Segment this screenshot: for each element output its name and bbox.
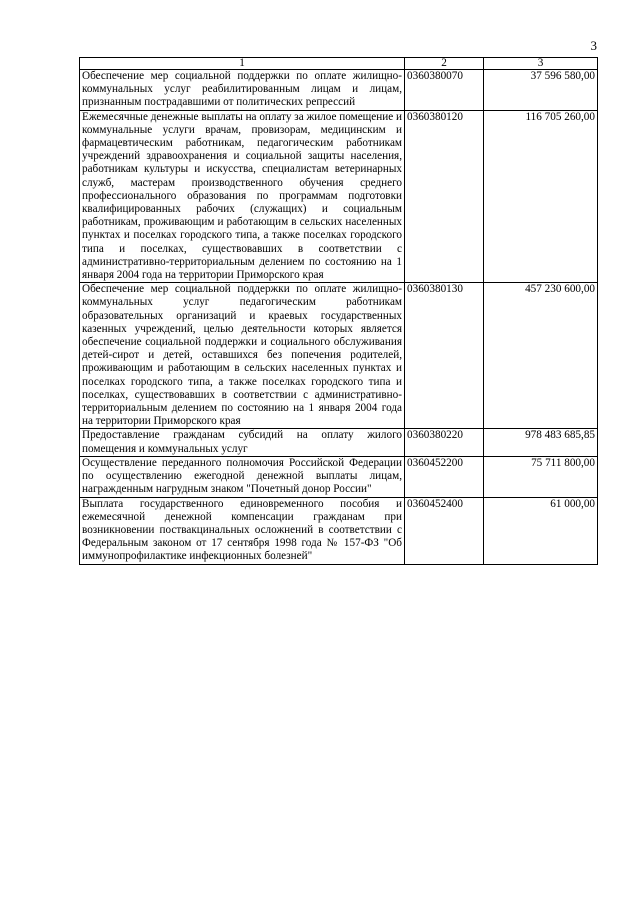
row-amount: 37 596 580,00 — [484, 70, 598, 111]
row-amount: 116 705 260,00 — [484, 110, 598, 283]
table-row — [80, 497, 598, 564]
row-code: 0360452200 — [405, 456, 484, 497]
table-header-row — [80, 58, 598, 70]
table-row — [80, 456, 598, 497]
table-row — [80, 283, 598, 429]
row-code: 0360452400 — [405, 497, 484, 564]
table-row — [80, 429, 598, 456]
row-amount: 75 711 800,00 — [484, 456, 598, 497]
row-name: Обеспечение мер социальной поддержки по оплате жилищно-коммунальных услуг педагогическим работникам образовательных организаций и краевых государственных казенных учреждений, целью деятельности которых является обеспечение социальной поддержки и социального обслуживания детей-сирот и детей, оставшихся без попечения родителей, проживающим и работающим в сельских населенных пунктах и поселках городского типа, а также поселках городского типа и поселках, существовавших в соответствии с административно-территориальным делением по состоянию на 1 января 2004 года на территории Приморского края — [80, 283, 405, 429]
row-code: 0360380070 — [405, 70, 484, 111]
row-code: 0360380120 — [405, 110, 484, 283]
row-amount: 978 483 685,85 — [484, 429, 598, 456]
row-amount: 457 230 600,00 — [484, 283, 598, 429]
table-row — [80, 70, 598, 111]
budget-table — [79, 57, 598, 565]
row-code: 0360380220 — [405, 429, 484, 456]
row-name: Обеспечение мер социальной поддержки по оплате жилищно-коммунальных услуг реабилитированным лицам и лицам, признанным пострадавшими от политических репрессий — [80, 70, 405, 111]
column-header-2: 2 — [405, 58, 484, 70]
table-row — [80, 110, 598, 283]
row-code: 0360380130 — [405, 283, 484, 429]
column-header-1: 1 — [80, 58, 405, 70]
row-name: Осуществление переданного полномочия Российской Федерации по осуществлению ежегодной денежной выплаты лицам, награжденным нагрудным знаком "Почетный донор России" — [80, 456, 405, 497]
row-amount: 61 000,00 — [484, 497, 598, 564]
page-number: 3 — [590, 38, 597, 53]
row-name: Выплата государственного единовременного пособия и ежемесячной денежной компенсации гражданам при возникновении поствакцинальных осложнений в соответствии с Федеральным законом от 17 сентября 1998 года № 157-ФЗ "Об иммунопрофилактике инфекционных болезней" — [80, 497, 405, 564]
column-header-3: 3 — [484, 58, 598, 70]
row-name: Ежемесячные денежные выплаты на оплату за жилое помещение и коммунальные услуги врачам, провизорам, медицинским и фармацевтическим работникам, педагогическим работникам учреждений здравоохранения и социальной защиты населения, работникам культуры и искусства, специалистам ветеринарных служб, мастерам производственного обучения среднего профессионального образования по программам подготовки квалифицированных рабочих (служащих) и социальным работникам, проживающим и работающим в сельских населенных пунктах и поселках городского типа, а также поселках городского типа и поселках, существовавших в соответствии с административно-территориальным делением по состоянию на 1 января 2004 года на территории Приморского края — [80, 110, 405, 283]
row-name: Предоставление гражданам субсидий на оплату жилого помещения и коммунальных услуг — [80, 429, 405, 456]
